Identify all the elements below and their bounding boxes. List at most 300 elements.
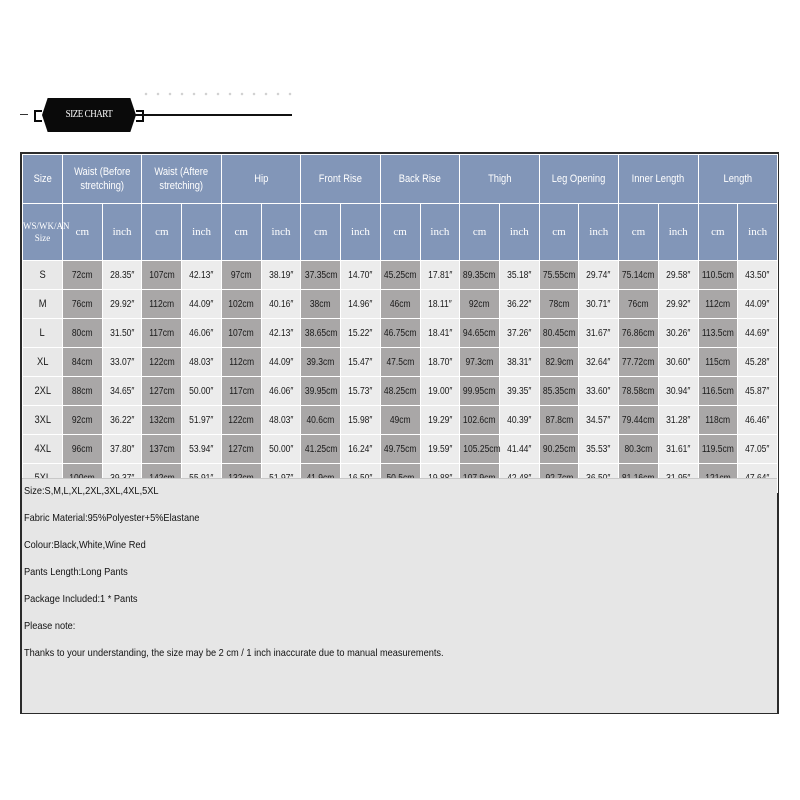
inch-value-cell [579, 435, 619, 464]
cm-value-cell [301, 290, 341, 319]
cell-text: 127cm [228, 443, 255, 455]
cm-value-cell [221, 377, 261, 406]
inch-value-cell [261, 261, 301, 290]
cell-text: 99.95cm [463, 385, 496, 397]
inch-value-cell [420, 435, 460, 464]
inch-value-cell [182, 406, 222, 435]
cell-text: 33.07″ [109, 356, 135, 368]
cm-value-cell [698, 348, 738, 377]
info-line: Size:S,M,L,XL,2XL,3XL,4XL,5XL [24, 485, 159, 497]
cell-text: 30.94″ [666, 385, 691, 397]
group-header-label: Waist (Before stretching) [74, 166, 131, 192]
cm-value-cell [221, 435, 261, 464]
cell-text: 28.35″ [109, 269, 135, 281]
inch-value-cell [420, 319, 460, 348]
group-header-label: Inner Length [632, 173, 685, 185]
cell-text: 92cm [71, 414, 93, 426]
cell-text: 39.95cm [304, 385, 338, 397]
inch-value-cell [420, 406, 460, 435]
inch-value-cell [499, 406, 539, 435]
unit-header-cm: cm [63, 204, 103, 261]
cell-text: 49.75cm [383, 443, 417, 455]
cm-value-cell [301, 319, 341, 348]
inch-value-cell [579, 377, 619, 406]
inch-value-cell [658, 377, 698, 406]
cell-text: 45.28″ [745, 356, 770, 368]
inch-value-cell [102, 290, 142, 319]
table-row [23, 377, 778, 406]
size-label-cell [23, 261, 63, 290]
cm-value-cell [698, 290, 738, 319]
inch-value-cell [261, 377, 301, 406]
cell-text: 14.96″ [348, 298, 373, 310]
cell-text: 29.92″ [666, 298, 691, 310]
cell-text: 53.94″ [189, 443, 214, 455]
cell-text: 41.25cm [304, 443, 338, 455]
group-header-row [23, 155, 778, 204]
cm-value-cell [142, 435, 182, 464]
inch-value-cell [579, 348, 619, 377]
cell-text: 96cm [71, 443, 93, 455]
unit-header-cm: cm [380, 204, 420, 261]
inch-value-cell [102, 348, 142, 377]
badge-bracket-left [34, 110, 42, 122]
cell-text: M [38, 298, 47, 310]
table-row [23, 319, 778, 348]
cm-value-cell [698, 435, 738, 464]
cell-text: 15.47″ [348, 356, 373, 368]
inch-value-cell [261, 319, 301, 348]
cm-value-cell [539, 319, 579, 348]
cell-text: 31.67″ [586, 327, 611, 339]
cm-value-cell [380, 348, 420, 377]
cell-text: 31.50″ [109, 327, 135, 339]
cell-text: 37.35cm [304, 269, 338, 281]
cm-value-cell [460, 377, 500, 406]
cell-text: 49cm [389, 414, 411, 426]
header-dash [20, 114, 28, 115]
cell-text: 35.18″ [507, 269, 532, 281]
inch-value-cell [738, 348, 778, 377]
cm-value-cell [63, 435, 103, 464]
cell-text: 115cm [705, 356, 731, 368]
cell-text: 92cm [469, 298, 490, 310]
inch-value-cell [579, 406, 619, 435]
inch-value-cell [341, 435, 381, 464]
size-label-cell [23, 290, 63, 319]
inch-value-cell [182, 261, 222, 290]
size-label-cell [23, 319, 63, 348]
inch-value-cell [499, 435, 539, 464]
size-sub-header-line2: Size [34, 233, 51, 243]
cm-value-cell [380, 377, 420, 406]
unit-header-inch: inch [182, 204, 222, 261]
inch-value-cell [341, 377, 381, 406]
inch-value-cell [341, 290, 381, 319]
cell-text: 44.09″ [745, 298, 770, 310]
cell-text: 41.44″ [507, 443, 532, 455]
unit-header-inch: inch [420, 204, 460, 261]
cell-text: 102.6cm [463, 414, 496, 426]
cm-value-cell [460, 319, 500, 348]
cell-text: 42.13″ [189, 269, 214, 281]
cm-value-cell [539, 377, 579, 406]
cell-text: 34.65″ [109, 385, 135, 397]
unit-header-inch: inch [341, 204, 381, 261]
unit-header-cm: cm [142, 204, 182, 261]
unit-header-cm: cm [221, 204, 261, 261]
cm-value-cell [380, 290, 420, 319]
cell-text: 118cm [705, 414, 731, 426]
cell-text: 107cm [228, 327, 255, 339]
cm-value-cell [221, 348, 261, 377]
inch-value-cell [738, 290, 778, 319]
inch-value-cell [738, 435, 778, 464]
cell-text: 117cm [149, 327, 175, 339]
cell-text: 31.28″ [666, 414, 691, 426]
cell-text: 80cm [71, 327, 93, 339]
cell-text: 113.5cm [701, 327, 734, 339]
cm-value-cell [301, 377, 341, 406]
cm-value-cell [380, 319, 420, 348]
cell-text: 79.44cm [622, 414, 655, 426]
inch-value-cell [182, 319, 222, 348]
group-header [698, 155, 777, 204]
cell-text: 30.60″ [666, 356, 691, 368]
cm-value-cell [63, 261, 103, 290]
inch-value-cell [658, 261, 698, 290]
cm-value-cell [142, 348, 182, 377]
group-header-label: Leg Opening [552, 173, 606, 185]
group-header [380, 155, 459, 204]
unit-header-inch: inch [261, 204, 301, 261]
cell-text: 97cm [230, 269, 252, 281]
cell-text: 112cm [228, 356, 254, 368]
cell-text: 48.03″ [268, 414, 294, 426]
cell-text: 105.25cm [463, 443, 501, 455]
cm-value-cell [221, 406, 261, 435]
cell-text: 85.35cm [542, 385, 576, 397]
cell-text: 132cm [149, 414, 175, 426]
cell-text: 97.3cm [465, 356, 494, 368]
cell-text: 29.92″ [109, 298, 135, 310]
cell-text: 137cm [149, 443, 175, 455]
inch-value-cell [420, 377, 460, 406]
inch-value-cell [658, 435, 698, 464]
cell-text: 29.74″ [586, 269, 611, 281]
inch-value-cell [341, 261, 381, 290]
group-header [460, 155, 539, 204]
size-sub-header-line1: WS/WK/AN [23, 221, 70, 231]
cell-text: 40.16″ [268, 298, 294, 310]
header-dots-divider [140, 92, 300, 96]
inch-value-cell [499, 290, 539, 319]
cm-value-cell [380, 406, 420, 435]
inch-value-cell [182, 377, 222, 406]
cell-text: 45.25cm [383, 269, 417, 281]
cell-text: 51.97″ [189, 414, 214, 426]
cm-value-cell [301, 406, 341, 435]
cell-text: 47.05″ [745, 443, 770, 455]
cell-text: 46.75cm [383, 327, 417, 339]
cell-text: 87.8cm [545, 414, 573, 426]
inch-value-cell [341, 406, 381, 435]
cell-text: 38.65cm [304, 327, 338, 339]
cm-value-cell [539, 290, 579, 319]
cell-text: 46.06″ [268, 385, 294, 397]
inch-value-cell [182, 348, 222, 377]
inch-value-cell [102, 406, 142, 435]
cell-text: 127cm [149, 385, 175, 397]
inch-value-cell [420, 290, 460, 319]
cm-value-cell [698, 261, 738, 290]
cm-value-cell [460, 435, 500, 464]
cell-text: 18.70″ [427, 356, 453, 368]
cm-value-cell [142, 261, 182, 290]
cell-text: 38.19″ [268, 269, 294, 281]
inch-value-cell [579, 261, 619, 290]
group-header [539, 155, 618, 204]
cell-text: 50.00″ [189, 385, 214, 397]
table-row [23, 406, 778, 435]
cell-text: 80.3cm [624, 443, 653, 455]
cell-text: 2XL [34, 385, 51, 397]
cell-text: 31.61″ [666, 443, 691, 455]
inch-value-cell [420, 261, 460, 290]
cell-text: 38.31″ [507, 356, 532, 368]
cm-value-cell [63, 290, 103, 319]
cell-text: 112cm [149, 298, 175, 310]
cell-text: 46cm [389, 298, 411, 310]
inch-value-cell [341, 348, 381, 377]
header-rule [134, 114, 292, 116]
cell-text: 29.58″ [666, 269, 691, 281]
inch-value-cell [102, 319, 142, 348]
inch-value-cell [102, 435, 142, 464]
cm-value-cell [380, 261, 420, 290]
cell-text: 82.9cm [545, 356, 573, 368]
cm-value-cell [539, 348, 579, 377]
inch-value-cell [658, 290, 698, 319]
info-line: Thanks to your understanding, the size may be 2 cm / 1 inch inaccurate due to manual measurements. [24, 647, 444, 659]
cm-value-cell [460, 290, 500, 319]
cm-value-cell [539, 406, 579, 435]
cm-value-cell [619, 348, 659, 377]
cell-text: 48.03″ [189, 356, 214, 368]
cell-text: L [39, 327, 46, 339]
cell-text: 34.57″ [586, 414, 611, 426]
size-column-header [23, 155, 63, 204]
cell-text: 76.86cm [622, 327, 655, 339]
inch-value-cell [102, 261, 142, 290]
inch-value-cell [579, 290, 619, 319]
size-chart-header [20, 95, 300, 135]
cm-value-cell [460, 406, 500, 435]
cell-text: 19.59″ [427, 443, 453, 455]
size-chart-badge [34, 98, 144, 132]
info-line: Please note: [24, 620, 76, 632]
cm-value-cell [460, 261, 500, 290]
size-column-header-label: Size [33, 173, 52, 185]
group-header [63, 155, 142, 204]
cm-value-cell [539, 435, 579, 464]
cm-value-cell [539, 261, 579, 290]
cell-text: 78.58cm [622, 385, 655, 397]
cell-text: 102cm [228, 298, 255, 310]
unit-header-cm: cm [619, 204, 659, 261]
table-row [23, 290, 778, 319]
cm-value-cell [221, 290, 261, 319]
cell-text: 32.64″ [586, 356, 611, 368]
cm-value-cell [460, 348, 500, 377]
cell-text: 78cm [548, 298, 570, 310]
unit-header-inch: inch [102, 204, 142, 261]
cell-text: 39.35″ [507, 385, 532, 397]
unit-header-cm: cm [301, 204, 341, 261]
cell-text: 39.3cm [306, 356, 335, 368]
cell-text: 117cm [228, 385, 254, 397]
group-header [619, 155, 698, 204]
inch-value-cell [658, 406, 698, 435]
inch-value-cell [341, 319, 381, 348]
cell-text: 15.73″ [348, 385, 373, 397]
size-label-cell [23, 406, 63, 435]
cell-text: 14.70″ [348, 269, 373, 281]
cell-text: 116.5cm [701, 385, 734, 397]
inch-value-cell [261, 348, 301, 377]
size-sub-header [23, 204, 70, 261]
cm-value-cell [63, 377, 103, 406]
badge-bracket-right [136, 110, 144, 122]
cell-text: 88cm [71, 385, 93, 397]
cell-text: 44.09″ [268, 356, 294, 368]
inch-value-cell [182, 290, 222, 319]
cell-text: 33.60″ [586, 385, 611, 397]
cell-text: 89.35cm [463, 269, 496, 281]
cell-text: 45.87″ [745, 385, 770, 397]
cell-text: 16.24″ [348, 443, 373, 455]
cm-value-cell [142, 290, 182, 319]
cm-value-cell [619, 406, 659, 435]
cell-text: 44.09″ [189, 298, 214, 310]
cell-text: 107cm [149, 269, 175, 281]
inch-value-cell [738, 406, 778, 435]
cell-text: 50.00″ [268, 443, 294, 455]
info-line: Fabric Material:95%Polyester+5%Elastane [24, 512, 200, 524]
inch-value-cell [579, 319, 619, 348]
unit-header-inch: inch [499, 204, 539, 261]
cm-value-cell [619, 435, 659, 464]
group-header-label: Back Rise [398, 173, 442, 185]
inch-value-cell [738, 319, 778, 348]
group-header [221, 155, 300, 204]
group-header-label: Front Rise [319, 173, 363, 185]
cell-text: 110.5cm [701, 269, 734, 281]
cell-text: 47.5cm [386, 356, 415, 368]
group-header [142, 155, 221, 204]
cm-value-cell [221, 261, 261, 290]
cell-text: 19.29″ [427, 414, 453, 426]
inch-value-cell [261, 406, 301, 435]
cm-value-cell [380, 435, 420, 464]
cell-text: 122cm [149, 356, 175, 368]
group-header-label: Waist (Aftere stretching) [154, 166, 209, 192]
inch-value-cell [499, 261, 539, 290]
cell-text: S [39, 269, 46, 281]
info-line: Colour:Black,White,Wine Red [24, 539, 146, 551]
cell-text: 35.53″ [586, 443, 611, 455]
cell-text: 44.69″ [745, 327, 770, 339]
unit-header-inch: inch [658, 204, 698, 261]
table-row [23, 348, 778, 377]
cell-text: 38cm [310, 298, 332, 310]
cell-text: 75.14cm [622, 269, 655, 281]
group-header-label: Length [723, 173, 753, 185]
cell-text: XL [36, 356, 49, 368]
size-table [22, 154, 778, 493]
inch-value-cell [738, 261, 778, 290]
group-header [301, 155, 380, 204]
table-row [23, 435, 778, 464]
cell-text: 76cm [71, 298, 93, 310]
cell-text: 46.46″ [745, 414, 770, 426]
table-row [23, 261, 778, 290]
cell-text: 40.6cm [306, 414, 335, 426]
cm-value-cell [698, 406, 738, 435]
cell-text: 37.80″ [109, 443, 135, 455]
size-chart-panel [20, 152, 779, 714]
cell-text: 36.22″ [507, 298, 532, 310]
cell-text: 19.00″ [427, 385, 453, 397]
unit-header-row [23, 204, 778, 261]
cm-value-cell [301, 348, 341, 377]
cm-value-cell [221, 319, 261, 348]
inch-value-cell [261, 435, 301, 464]
cm-value-cell [63, 348, 103, 377]
inch-value-cell [499, 319, 539, 348]
cell-text: 15.98″ [348, 414, 373, 426]
inch-value-cell [261, 290, 301, 319]
size-label-cell [23, 348, 63, 377]
unit-header-inch: inch [738, 204, 778, 261]
cm-value-cell [619, 261, 659, 290]
cell-text: 43.50″ [745, 269, 770, 281]
cell-text: 37.26″ [507, 327, 532, 339]
cm-value-cell [301, 261, 341, 290]
info-line: Pants Length:Long Pants [24, 566, 128, 578]
group-header-label: Hip [254, 173, 269, 185]
cell-text: 4XL [34, 443, 51, 455]
cm-value-cell [619, 290, 659, 319]
cell-text: 72cm [71, 269, 93, 281]
cell-text: 80.45cm [542, 327, 576, 339]
cell-text: 90.25cm [542, 443, 576, 455]
cell-text: 77.72cm [622, 356, 655, 368]
size-table-body [23, 261, 778, 493]
cell-text: 84cm [71, 356, 93, 368]
cell-text: 17.81″ [427, 269, 453, 281]
size-chart-title: SIZE CHART [65, 109, 113, 120]
inch-value-cell [738, 377, 778, 406]
cell-text: 3XL [34, 414, 51, 426]
cell-text: 15.22″ [348, 327, 373, 339]
inch-value-cell [499, 348, 539, 377]
unit-header-cm: cm [698, 204, 738, 261]
unit-header-cm: cm [539, 204, 579, 261]
unit-header-inch: inch [579, 204, 619, 261]
cm-value-cell [142, 406, 182, 435]
cell-text: 46.06″ [189, 327, 214, 339]
